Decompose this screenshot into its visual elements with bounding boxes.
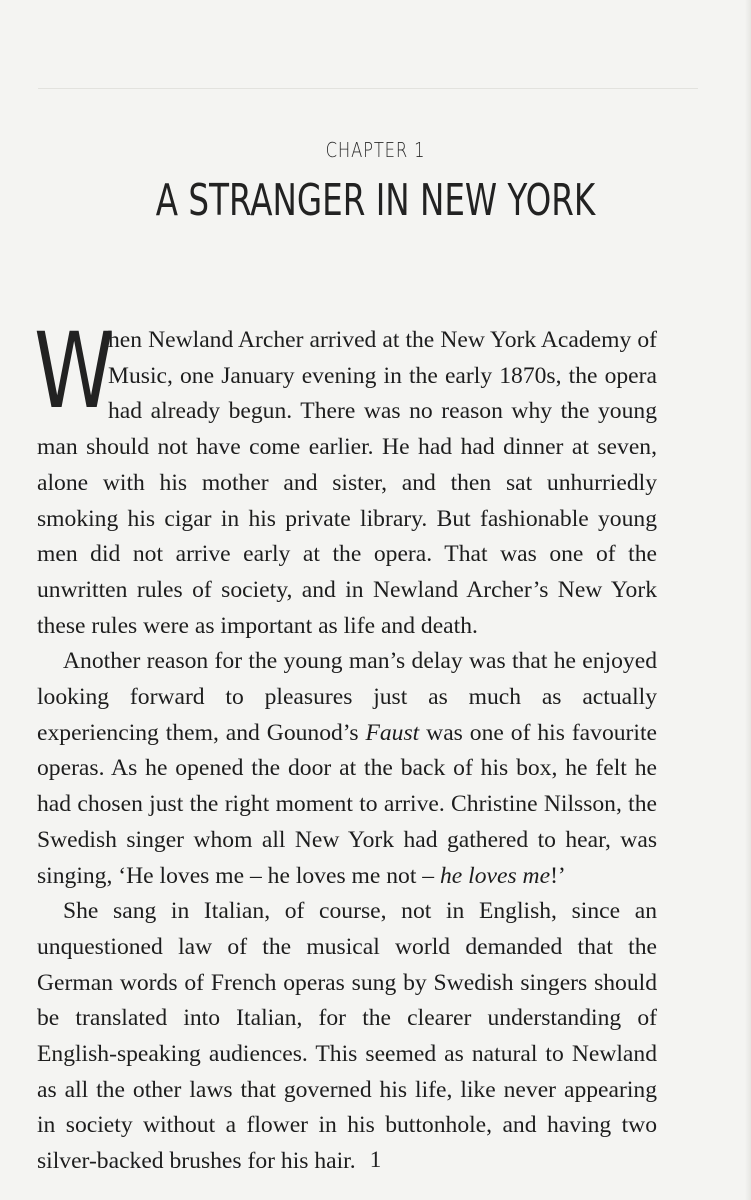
opera-title: Faust	[365, 719, 420, 746]
chapter-label: CHAPTER 1	[325, 138, 426, 162]
paragraph-2-text-a: Another reason for the young man’s delay was that he enjoyed looking forward to pleasures just as much as actually experiencing them, and Gounod’s	[37, 648, 657, 746]
paragraph-2	[37, 644, 657, 894]
page-edge-shadow	[745, 0, 751, 1200]
paragraph-3-text: She sang in Italian, of course, not in English, since an unquestioned law of the musical world demanded that the German words of French operas sung by Swedish singers should be translated into Italian, for the clearer understanding of English-speaking audiences. This seemed as natural to Newland as all the other laws that governed his life, like never appearing in society without a flower in his buttonhole, and having two silver-backed brushes for his hair.	[37, 898, 657, 1175]
paragraph-2-text-b: was one of his favourite operas. As he opened the door at the back of his box, he felt he had chosen just the right moment to arrive. Christine Nilsson, the Swedish singer whom all New York had gathered to hear, was singing, ‘He loves me – he loves me not –	[37, 719, 657, 889]
lyric-emphasis: he loves me	[440, 862, 551, 889]
show-through-rule	[38, 88, 698, 89]
paragraph-3	[37, 894, 657, 1180]
paragraph-2-text-c: !’	[550, 862, 566, 889]
paragraph-1-text: hen Newland Archer arrived at the New York Academy of Music, one January evening in the early 1870s, the opera had already begun. There was no reason why the young man should not have come earlier. He had had dinner at seven, alone with his mother and sister, and then sat unhurriedly smoking his cigar in his private library. But fashionable young men did not arrive early at the opera. That was one of the unwritten rules of society, and in Newland Archer’s New York these rules were as important as life and death.	[37, 327, 657, 639]
drop-cap: W	[34, 310, 115, 432]
page-number: 1	[369, 1147, 382, 1172]
chapter-title: A STRANGER IN NEW YORK	[155, 175, 596, 226]
chapter-body	[34, 310, 657, 1180]
paragraph-1	[34, 310, 657, 644]
